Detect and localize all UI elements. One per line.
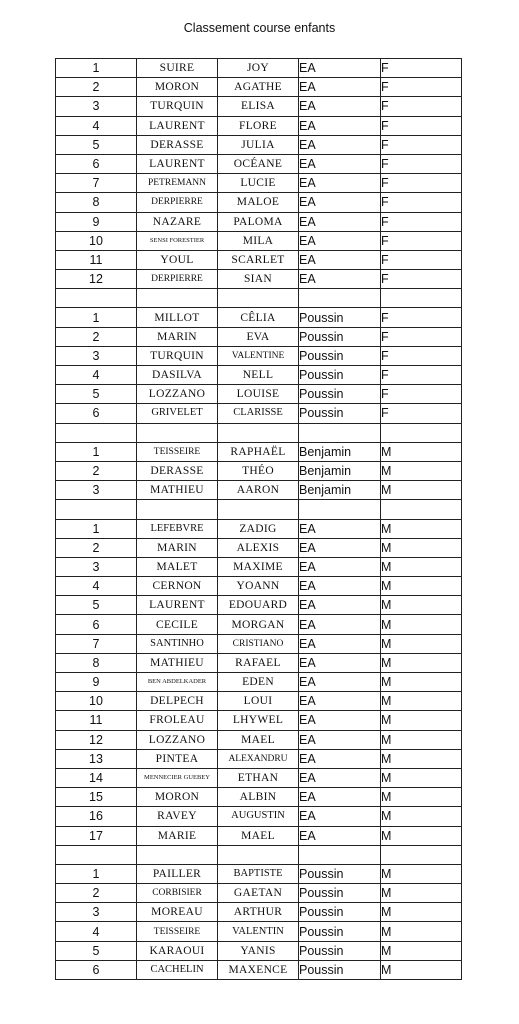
empty-cell (56, 845, 137, 864)
empty-cell (218, 845, 299, 864)
sex-cell: M (381, 442, 462, 461)
last-name-cell: CERNON (137, 577, 218, 596)
table-row (56, 231, 462, 250)
rank-cell: 3 (56, 557, 137, 576)
sex-cell: F (381, 174, 462, 193)
sex-cell: F (381, 404, 462, 423)
last-name-cell: MATHIEU (137, 653, 218, 672)
last-name-cell: MARIE (137, 826, 218, 845)
first-name-cell: LOUISE (218, 385, 299, 404)
sex-cell: M (381, 692, 462, 711)
category-cell: Poussin (299, 922, 381, 941)
rank-cell: 2 (56, 327, 137, 346)
rank-cell: 11 (56, 250, 137, 269)
category-cell: EA (299, 154, 381, 173)
category-cell: EA (299, 193, 381, 212)
empty-cell (299, 845, 381, 864)
rank-cell: 3 (56, 97, 137, 116)
category-cell: EA (299, 97, 381, 116)
first-name-cell: RAPHAËL (218, 442, 299, 461)
first-name-cell: NELL (218, 366, 299, 385)
rank-cell: 6 (56, 154, 137, 173)
rank-cell: 6 (56, 615, 137, 634)
empty-cell (56, 500, 137, 519)
rank-cell: 15 (56, 788, 137, 807)
table-row (56, 78, 462, 97)
first-name-cell: FLORE (218, 116, 299, 135)
category-cell: EA (299, 577, 381, 596)
sex-cell: M (381, 941, 462, 960)
rank-cell: 3 (56, 481, 137, 500)
last-name-cell: DELPECH (137, 692, 218, 711)
empty-cell (218, 423, 299, 442)
empty-cell (381, 500, 462, 519)
sex-cell: M (381, 711, 462, 730)
empty-cell (137, 423, 218, 442)
category-cell: Poussin (299, 385, 381, 404)
sex-cell: M (381, 903, 462, 922)
sex-cell: F (381, 59, 462, 78)
table-row (56, 903, 462, 922)
last-name-cell: BEN ABDELKADER (137, 673, 218, 692)
last-name-cell: LAURENT (137, 596, 218, 615)
last-name-cell: TEISSEIRE (137, 922, 218, 941)
rank-cell: 8 (56, 193, 137, 212)
last-name-cell: TEISSEIRE (137, 442, 218, 461)
sex-cell: M (381, 749, 462, 768)
category-cell: EA (299, 807, 381, 826)
last-name-cell: PAILLER (137, 864, 218, 883)
last-name-cell: NAZARE (137, 212, 218, 231)
empty-cell (299, 423, 381, 442)
last-name-cell: CORBISIER (137, 884, 218, 903)
rank-cell: 1 (56, 308, 137, 327)
rank-cell: 16 (56, 807, 137, 826)
table-row (56, 730, 462, 749)
sex-cell: F (381, 212, 462, 231)
table-row (56, 788, 462, 807)
sex-cell: M (381, 864, 462, 883)
sex-cell: F (381, 250, 462, 269)
first-name-cell: LUCIE (218, 174, 299, 193)
category-cell: EA (299, 212, 381, 231)
empty-cell (381, 845, 462, 864)
rank-cell: 5 (56, 596, 137, 615)
last-name-cell: MORON (137, 788, 218, 807)
sex-cell: M (381, 826, 462, 845)
category-cell: Benjamin (299, 442, 381, 461)
table-row (56, 154, 462, 173)
table-row (56, 826, 462, 845)
table-row (56, 385, 462, 404)
table-row (56, 673, 462, 692)
last-name-cell: LAURENT (137, 154, 218, 173)
last-name-cell: MALET (137, 557, 218, 576)
rank-cell: 5 (56, 135, 137, 154)
rank-cell: 11 (56, 711, 137, 730)
category-cell: EA (299, 615, 381, 634)
category-cell: EA (299, 673, 381, 692)
table-row (56, 461, 462, 480)
table-row (56, 174, 462, 193)
rank-cell: 2 (56, 461, 137, 480)
group-separator-row (56, 845, 462, 864)
empty-cell (137, 289, 218, 308)
rank-cell: 2 (56, 78, 137, 97)
sex-cell: M (381, 884, 462, 903)
sex-cell: M (381, 519, 462, 538)
table-row (56, 538, 462, 557)
first-name-cell: LOUI (218, 692, 299, 711)
category-cell: Poussin (299, 864, 381, 883)
first-name-cell: PALOMA (218, 212, 299, 231)
sex-cell: F (381, 327, 462, 346)
first-name-cell: LHYWEL (218, 711, 299, 730)
first-name-cell: SCARLET (218, 250, 299, 269)
rank-cell: 12 (56, 730, 137, 749)
sex-cell: M (381, 653, 462, 672)
last-name-cell: YOUL (137, 250, 218, 269)
table-row (56, 270, 462, 289)
category-cell: Poussin (299, 366, 381, 385)
first-name-cell: EDEN (218, 673, 299, 692)
category-cell: EA (299, 788, 381, 807)
sex-cell: M (381, 730, 462, 749)
rank-cell: 1 (56, 442, 137, 461)
sex-cell: M (381, 481, 462, 500)
category-cell: EA (299, 730, 381, 749)
table-row (56, 807, 462, 826)
last-name-cell: CECILE (137, 615, 218, 634)
category-cell: EA (299, 634, 381, 653)
category-cell: EA (299, 250, 381, 269)
sex-cell: M (381, 596, 462, 615)
rank-cell: 2 (56, 884, 137, 903)
last-name-cell: SENSI FORESTIER (137, 231, 218, 250)
sex-cell: F (381, 385, 462, 404)
empty-cell (137, 500, 218, 519)
last-name-cell: KARAOUI (137, 941, 218, 960)
table-row (56, 922, 462, 941)
last-name-cell: MARIN (137, 327, 218, 346)
category-cell: EA (299, 231, 381, 250)
first-name-cell: CÊLIA (218, 308, 299, 327)
category-cell: Benjamin (299, 481, 381, 500)
category-cell: EA (299, 596, 381, 615)
rank-cell: 1 (56, 59, 137, 78)
sex-cell: M (381, 615, 462, 634)
sex-cell: M (381, 634, 462, 653)
category-cell: EA (299, 59, 381, 78)
table-row (56, 308, 462, 327)
first-name-cell: ETHAN (218, 768, 299, 787)
category-cell: EA (299, 653, 381, 672)
rank-cell: 9 (56, 212, 137, 231)
table-row (56, 768, 462, 787)
sex-cell: F (381, 270, 462, 289)
table-row (56, 59, 462, 78)
first-name-cell: EVA (218, 327, 299, 346)
category-cell: EA (299, 557, 381, 576)
first-name-cell: AUGUSTIN (218, 807, 299, 826)
category-cell: Poussin (299, 404, 381, 423)
table-row (56, 596, 462, 615)
sex-cell: M (381, 673, 462, 692)
table-row (56, 442, 462, 461)
last-name-cell: LEFEBVRE (137, 519, 218, 538)
first-name-cell: MALOE (218, 193, 299, 212)
rank-cell: 1 (56, 519, 137, 538)
table-row (56, 960, 462, 979)
category-cell: Poussin (299, 327, 381, 346)
results-table (55, 58, 462, 980)
last-name-cell: RAVEY (137, 807, 218, 826)
last-name-cell: PETREMANN (137, 174, 218, 193)
empty-cell (218, 500, 299, 519)
table-row (56, 327, 462, 346)
sex-cell: F (381, 308, 462, 327)
first-name-cell: YANIS (218, 941, 299, 960)
rank-cell: 6 (56, 404, 137, 423)
last-name-cell: SUIRE (137, 59, 218, 78)
first-name-cell: AGATHE (218, 78, 299, 97)
table-row (56, 692, 462, 711)
first-name-cell: YOANN (218, 577, 299, 596)
empty-cell (299, 500, 381, 519)
first-name-cell: MORGAN (218, 615, 299, 634)
table-row (56, 481, 462, 500)
category-cell: EA (299, 519, 381, 538)
rank-cell: 5 (56, 941, 137, 960)
results-body (56, 59, 462, 980)
table-row (56, 557, 462, 576)
sex-cell: M (381, 538, 462, 557)
last-name-cell: DERASSE (137, 135, 218, 154)
table-row (56, 193, 462, 212)
rank-cell: 12 (56, 270, 137, 289)
category-cell: EA (299, 78, 381, 97)
last-name-cell: LOZZANO (137, 730, 218, 749)
sex-cell: M (381, 768, 462, 787)
rank-cell: 7 (56, 634, 137, 653)
last-name-cell: MOREAU (137, 903, 218, 922)
rank-cell: 17 (56, 826, 137, 845)
last-name-cell: DERASSE (137, 461, 218, 480)
first-name-cell: MAXENCE (218, 960, 299, 979)
empty-cell (381, 289, 462, 308)
rank-cell: 4 (56, 116, 137, 135)
rank-cell: 9 (56, 673, 137, 692)
first-name-cell: VALENTINE (218, 346, 299, 365)
rank-cell: 2 (56, 538, 137, 557)
sex-cell: F (381, 97, 462, 116)
last-name-cell: LOZZANO (137, 385, 218, 404)
table-row (56, 250, 462, 269)
table-row (56, 864, 462, 883)
empty-cell (299, 289, 381, 308)
category-cell: Benjamin (299, 461, 381, 480)
rank-cell: 5 (56, 385, 137, 404)
table-row (56, 577, 462, 596)
rank-cell: 4 (56, 922, 137, 941)
first-name-cell: JULIA (218, 135, 299, 154)
table-row (56, 366, 462, 385)
page-title: Classement course enfants (183, 21, 336, 35)
category-cell: EA (299, 692, 381, 711)
first-name-cell: CRISTIANO (218, 634, 299, 653)
last-name-cell: PINTEA (137, 749, 218, 768)
table-row (56, 749, 462, 768)
last-name-cell: MORON (137, 78, 218, 97)
table-row (56, 711, 462, 730)
sex-cell: M (381, 807, 462, 826)
first-name-cell: ALEXIS (218, 538, 299, 557)
category-cell: Poussin (299, 308, 381, 327)
group-separator-row (56, 289, 462, 308)
last-name-cell: GRIVELET (137, 404, 218, 423)
sex-cell: F (381, 193, 462, 212)
sex-cell: F (381, 116, 462, 135)
last-name-cell: CACHELIN (137, 960, 218, 979)
sex-cell: M (381, 577, 462, 596)
table-row (56, 116, 462, 135)
table-row (56, 97, 462, 116)
first-name-cell: SIAN (218, 270, 299, 289)
group-separator-row (56, 423, 462, 442)
empty-cell (56, 423, 137, 442)
category-cell: EA (299, 826, 381, 845)
table-row (56, 519, 462, 538)
sex-cell: F (381, 231, 462, 250)
first-name-cell: ARTHUR (218, 903, 299, 922)
table-row (56, 884, 462, 903)
first-name-cell: MILA (218, 231, 299, 250)
group-separator-row (56, 500, 462, 519)
table-row (56, 212, 462, 231)
sex-cell: F (381, 346, 462, 365)
table-row (56, 404, 462, 423)
rank-cell: 1 (56, 864, 137, 883)
first-name-cell: ELISA (218, 97, 299, 116)
last-name-cell: MARIN (137, 538, 218, 557)
rank-cell: 10 (56, 231, 137, 250)
rank-cell: 3 (56, 903, 137, 922)
sex-cell: F (381, 154, 462, 173)
category-cell: EA (299, 116, 381, 135)
category-cell: EA (299, 174, 381, 193)
first-name-cell: MAXIME (218, 557, 299, 576)
empty-cell (218, 289, 299, 308)
sex-cell: F (381, 78, 462, 97)
sex-cell: F (381, 135, 462, 154)
category-cell: Poussin (299, 960, 381, 979)
sex-cell: F (381, 366, 462, 385)
last-name-cell: MATHIEU (137, 481, 218, 500)
empty-cell (56, 289, 137, 308)
first-name-cell: ALBIN (218, 788, 299, 807)
last-name-cell: TURQUIN (137, 346, 218, 365)
first-name-cell: MAEL (218, 826, 299, 845)
rank-cell: 10 (56, 692, 137, 711)
table-row (56, 135, 462, 154)
table-row (56, 653, 462, 672)
rank-cell: 3 (56, 346, 137, 365)
first-name-cell: THÉO (218, 461, 299, 480)
category-cell: EA (299, 711, 381, 730)
category-cell: EA (299, 135, 381, 154)
category-cell: Poussin (299, 903, 381, 922)
rank-cell: 6 (56, 960, 137, 979)
first-name-cell: ZADIG (218, 519, 299, 538)
table-row (56, 941, 462, 960)
first-name-cell: MAEL (218, 730, 299, 749)
last-name-cell: LAURENT (137, 116, 218, 135)
last-name-cell: MENNECIER GUEBEY (137, 768, 218, 787)
empty-cell (381, 423, 462, 442)
sex-cell: M (381, 960, 462, 979)
first-name-cell: JOY (218, 59, 299, 78)
last-name-cell: DASILVA (137, 366, 218, 385)
sex-cell: M (381, 557, 462, 576)
table-row (56, 634, 462, 653)
category-cell: EA (299, 538, 381, 557)
first-name-cell: AARON (218, 481, 299, 500)
first-name-cell: ALEXANDRU (218, 749, 299, 768)
last-name-cell: DERPIERRE (137, 193, 218, 212)
category-cell: Poussin (299, 941, 381, 960)
last-name-cell: SANTINHO (137, 634, 218, 653)
table-row (56, 615, 462, 634)
first-name-cell: BAPTISTE (218, 864, 299, 883)
category-cell: EA (299, 768, 381, 787)
sex-cell: M (381, 788, 462, 807)
table-row (56, 346, 462, 365)
first-name-cell: VALENTIN (218, 922, 299, 941)
last-name-cell: MILLOT (137, 308, 218, 327)
rank-cell: 13 (56, 749, 137, 768)
rank-cell: 14 (56, 768, 137, 787)
category-cell: EA (299, 270, 381, 289)
category-cell: EA (299, 749, 381, 768)
first-name-cell: RAFAEL (218, 653, 299, 672)
first-name-cell: EDOUARD (218, 596, 299, 615)
last-name-cell: FROLEAU (137, 711, 218, 730)
rank-cell: 4 (56, 366, 137, 385)
first-name-cell: CLARISSE (218, 404, 299, 423)
category-cell: Poussin (299, 346, 381, 365)
last-name-cell: TURQUIN (137, 97, 218, 116)
sex-cell: M (381, 461, 462, 480)
first-name-cell: GAETAN (218, 884, 299, 903)
empty-cell (137, 845, 218, 864)
category-cell: Poussin (299, 884, 381, 903)
last-name-cell: DERPIERRE (137, 270, 218, 289)
rank-cell: 4 (56, 577, 137, 596)
rank-cell: 7 (56, 174, 137, 193)
sex-cell: M (381, 922, 462, 941)
first-name-cell: OCÉANE (218, 154, 299, 173)
rank-cell: 8 (56, 653, 137, 672)
